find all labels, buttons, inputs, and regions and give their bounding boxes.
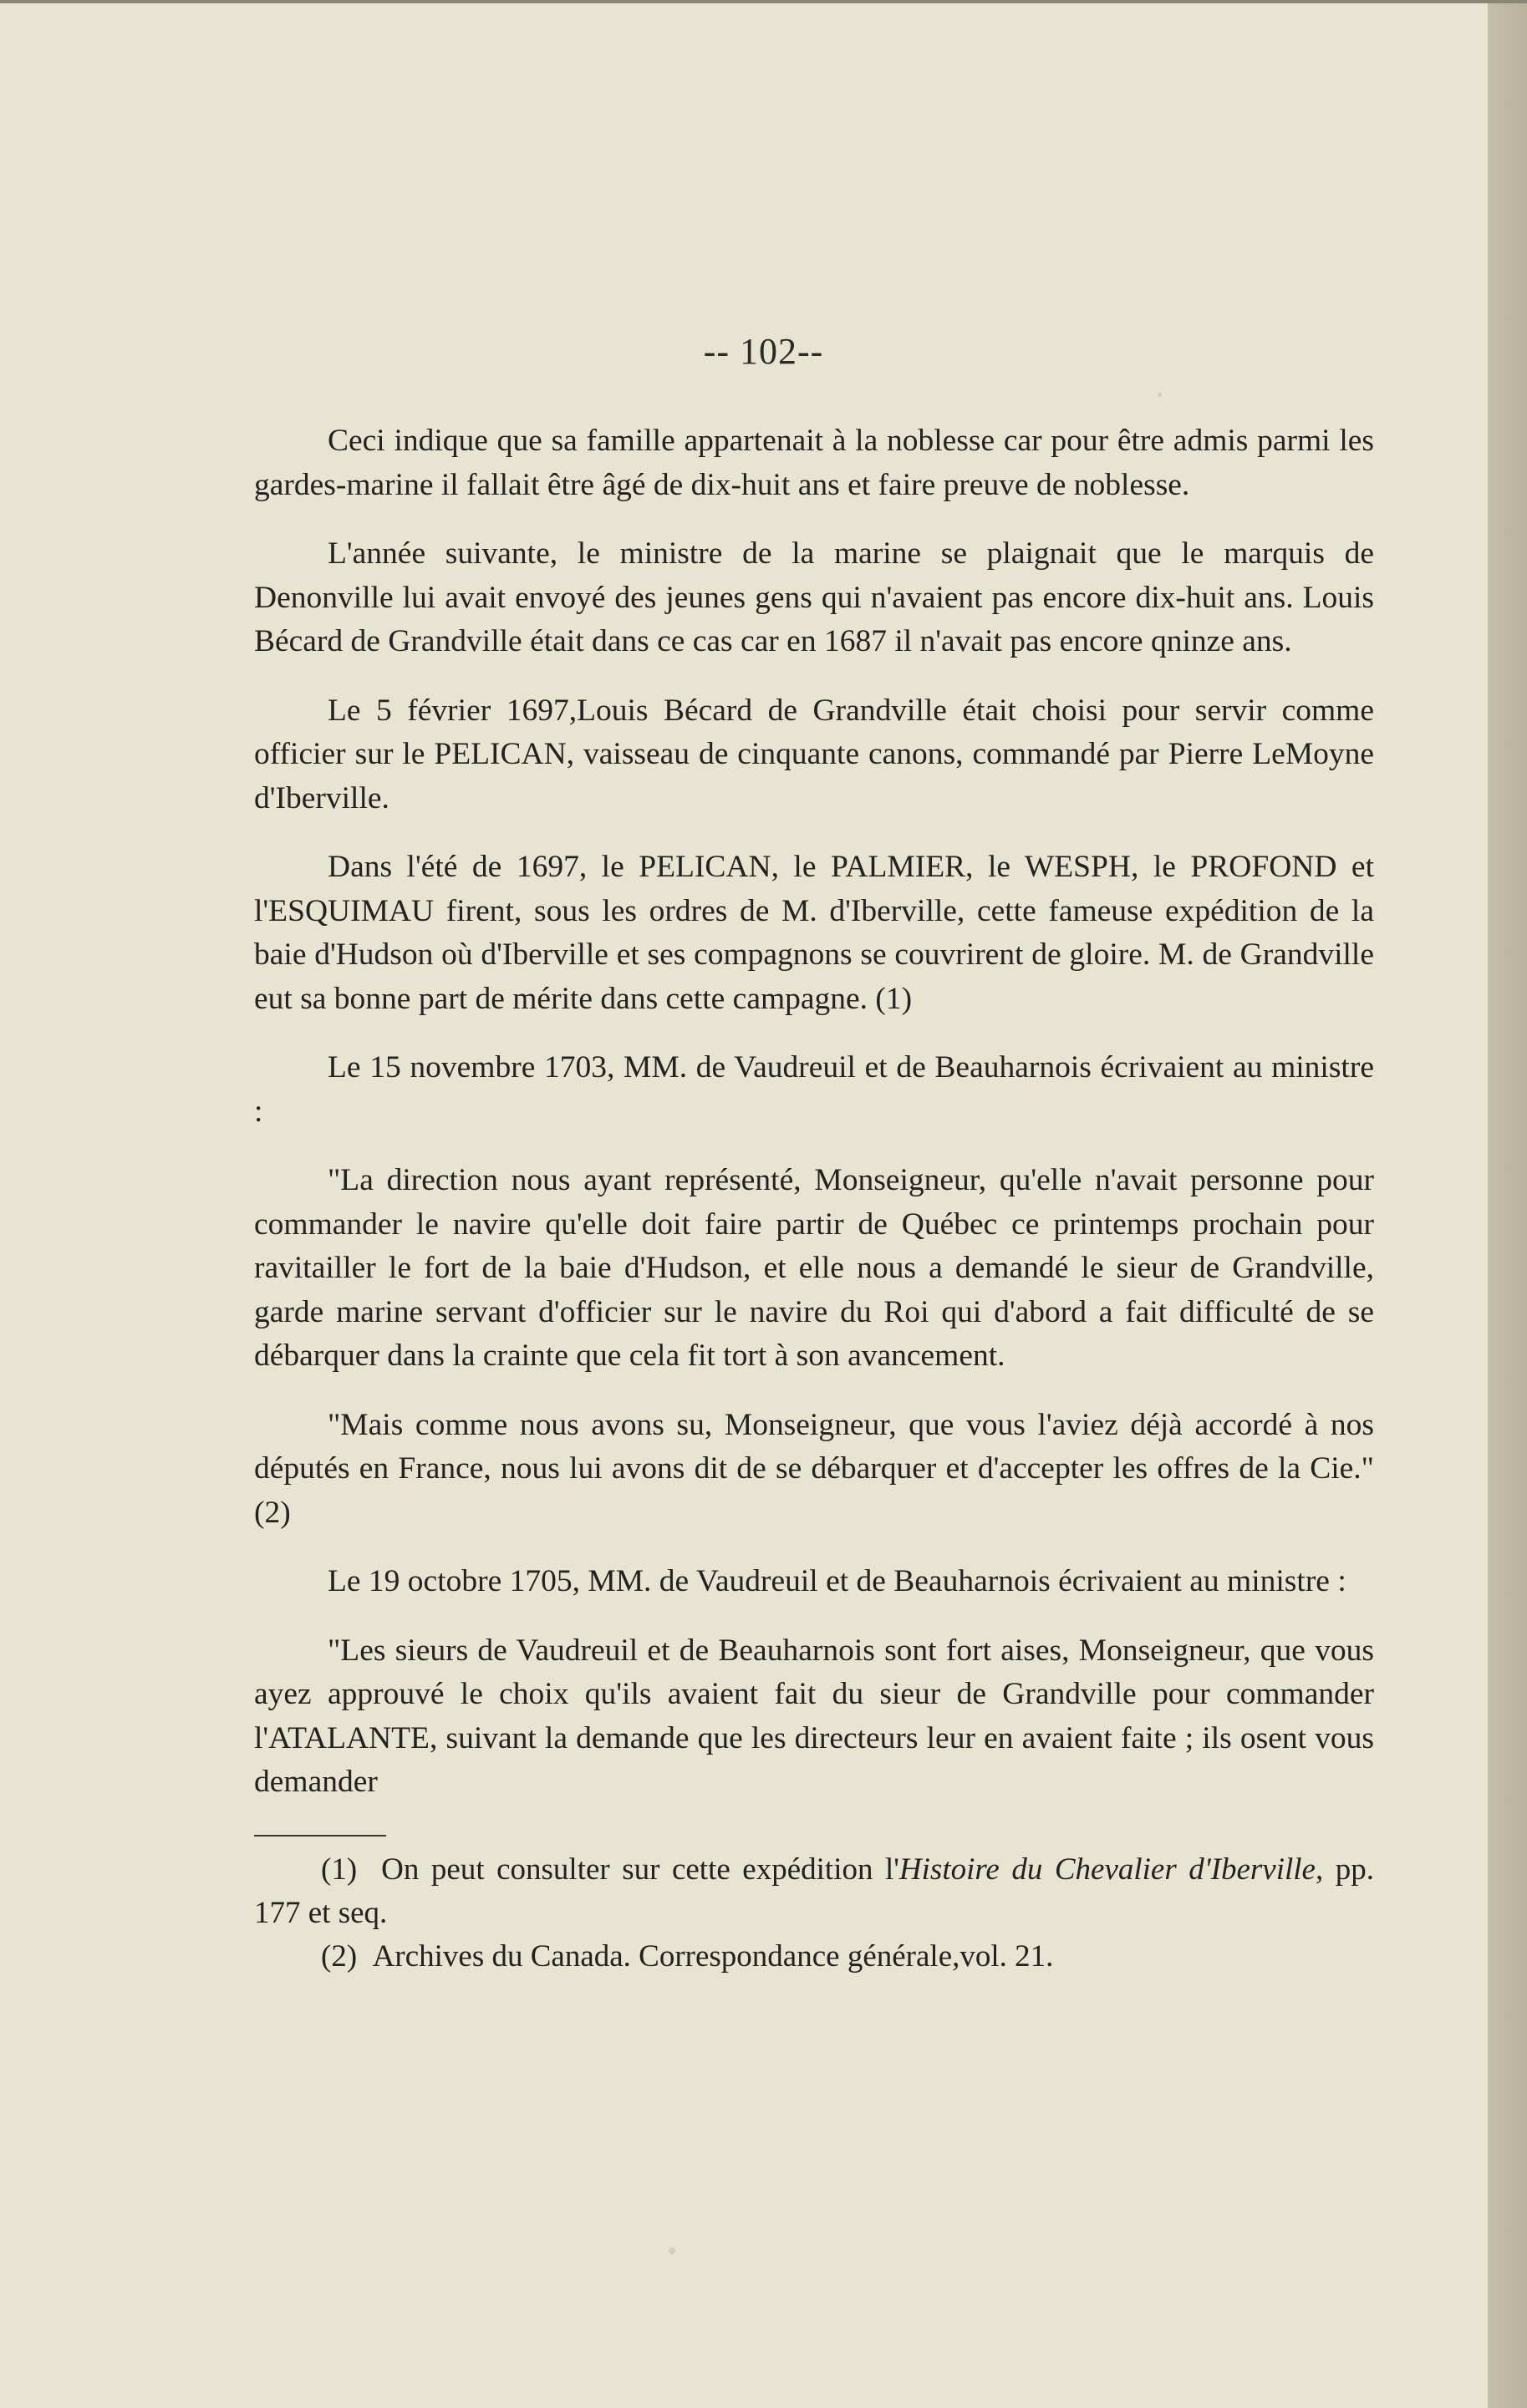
paragraph-noblesse: Ceci indique que sa famille appartenait à la noblesse car pour être admis parmi les gardes-marine il fallait être âgé de dix-huit ans et faire preuve de noblesse.	[254, 424, 1374, 502]
paper-speck	[1158, 393, 1162, 397]
footnote-marker: (2)	[321, 1938, 358, 1974]
footnote-book-title: Histoire du Chevalier d'Iberville,	[898, 1852, 1324, 1887]
top-border	[0, 0, 1527, 3]
paragraph-1703-letter-intro: Le 15 novembre 1703, MM. de Vaudreuil et de Beauharnois écrivaient au ministre :	[254, 1050, 1374, 1129]
paragraph-quote-deputes: "Mais comme nous avons su, Monseigneur, que vous l'aviez déjà accordé à nos députés en France, nous lui avons dit de se débarquer et d'accepter les offres de la Cie." (2)	[254, 1407, 1374, 1530]
paper-speck	[669, 2248, 675, 2254]
footnote-2	[254, 1935, 1374, 1979]
page-number: -- 102--	[703, 331, 824, 372]
paragraph-quote-direction: "La direction nous ayant représenté, Monseigneur, qu'elle n'avait personne pour commander le navire qu'elle doit faire partir de Québec ce printemps prochain pour ravitailler le fort de la baie d'Hudson, et elle nous a demandé le sieur de Grandville, garde marine servant d'officier sur le navire du Roi qui d'abord a fait difficulté de se débarquer dans la crainte que cela fit tort à son avancement.	[254, 1163, 1374, 1373]
paragraph-hudson-expedition: Dans l'été de 1697, le PELICAN, le PALMIER, le WESPH, le PROFOND et l'ESQUIMAU firent, sous les ordres de M. d'Iberville, cette fameuse expédition de la baie d'Hudson où d'Iberville et ses compagnons se couvrirent de gloire. M. de Grandville eut sa bonne part de mérite dans cette campagne. (1)	[254, 850, 1374, 1016]
paragraph-denonville: L'année suivante, le ministre de la marine se plaignait que le marquis de Denonville lui avait envoyé des jeunes gens qui n'avaient pas encore dix-huit ans. Louis Bécard de Grandville était dans ce cas car en 1687 il n'avait pas encore qninze ans.	[254, 536, 1374, 658]
footnote-text: pp. 177 et seq.	[254, 1852, 1374, 1930]
footnote-text: On peut consulter sur cette expédition l'	[381, 1852, 899, 1887]
footnote-marker: (1)	[321, 1852, 358, 1887]
footnote-1	[254, 1848, 1374, 1935]
footnote-divider	[254, 1835, 386, 1836]
page-body	[254, 419, 1374, 1979]
paragraph-quote-atalante: "Les sieurs de Vaudreuil et de Beauharnois sont fort aises, Monseigneur, que vous ayez approuvé le choix qu'ils avaient fait du sieur de Grandville pour commander l'ATALANTE, suivant la demande que les directeurs leur en avaient faite ; ils osent vous demander	[254, 1633, 1374, 1799]
paragraph-1705-letter-intro: Le 19 octobre 1705, MM. de Vaudreuil et de Beauharnois écrivaient au ministre :	[328, 1564, 1346, 1598]
paragraph-pelican-officer: Le 5 février 1697,Louis Bécard de Grandville était choisi pour servir comme officier sur le PELICAN, vaisseau de cinquante canons, commandé par Pierre LeMoyne d'Iberville.	[254, 693, 1374, 815]
footnote-text: Archives du Canada. Correspondance générale,vol. 21.	[372, 1938, 1054, 1974]
